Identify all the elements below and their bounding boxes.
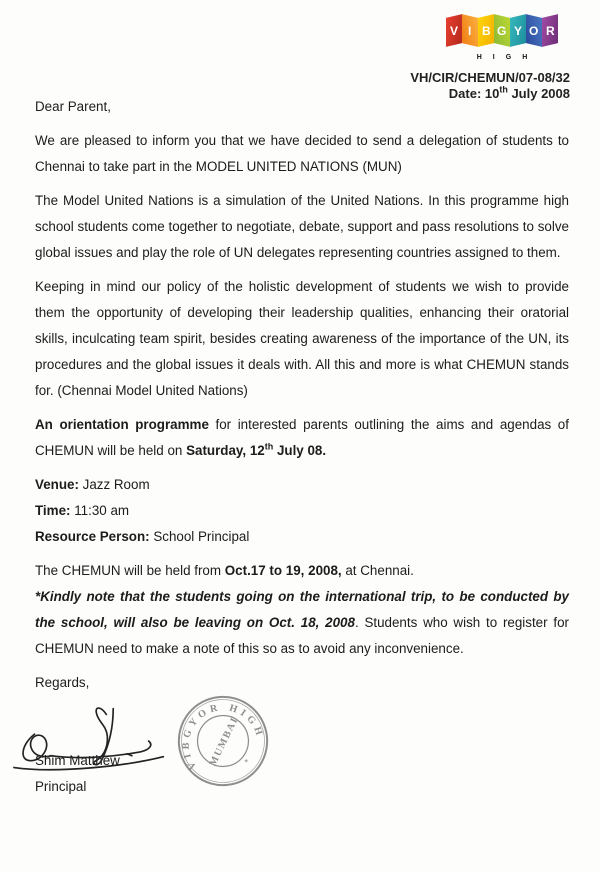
paragraph-orientation: An orientation programme for interested parents outlining the aims and agendas of CHEMUN will be held on Saturday, 12th July 08. bbox=[35, 417, 569, 458]
logo-letter-y: Y bbox=[510, 14, 526, 47]
logo-letter-g: G bbox=[494, 14, 510, 47]
venue-value: Jazz Room bbox=[78, 477, 150, 492]
time-label: Time: bbox=[35, 503, 71, 518]
signatory-name: Shim Matthew bbox=[35, 753, 120, 768]
letter-header bbox=[410, 10, 570, 102]
school-stamp bbox=[170, 685, 276, 796]
signature bbox=[11, 704, 183, 776]
logo-letter-v: V bbox=[446, 14, 462, 47]
paragraph-note: *Kindly note that the students going on the international trip, to be conducted by the school, will also be leaving on Oct. 18, 2008. Students who wish to register for CHEMUN need to make a note of this so as to avoid any inconvenience. bbox=[35, 589, 569, 656]
logo-letter-b: B bbox=[478, 14, 494, 47]
stamp-star: * bbox=[244, 757, 249, 769]
closing: Regards, bbox=[35, 675, 90, 690]
stamp-center-text: MUMBAI bbox=[207, 715, 241, 769]
letter-body bbox=[35, 94, 569, 800]
resource-person-line bbox=[35, 524, 569, 550]
schedule-line: The CHEMUN will be held from Oct.17 to 19, 2008, at Chennai. bbox=[35, 563, 414, 578]
reference-number: VH/CIR/CHEMUN/07-08/32 bbox=[410, 70, 570, 85]
orientation-date-ordinal: th bbox=[264, 441, 274, 452]
signatory-title: Principal bbox=[35, 779, 87, 794]
vibgyor-logo bbox=[444, 10, 560, 61]
resource-person-value: School Principal bbox=[149, 529, 250, 544]
logo-subtitle: HIGH bbox=[476, 54, 539, 61]
venue-label: Venue: bbox=[35, 477, 79, 492]
paragraph-intro: We are pleased to inform you that we have decided to send a delegation of students to Chennai to take part in the MODEL UNITED NATIONS (MUN) bbox=[35, 133, 569, 174]
stamp-ring-text: VIBGYOR HIGH bbox=[180, 702, 266, 772]
logo-letter-r: R bbox=[542, 14, 558, 47]
time-value: 11:30 am bbox=[70, 503, 130, 518]
resource-person-label: Resource Person: bbox=[35, 529, 150, 544]
vibgyor-ribbon-icon bbox=[444, 10, 560, 50]
logo-letter-o: O bbox=[526, 14, 542, 47]
time-line bbox=[35, 498, 569, 524]
salutation: Dear Parent, bbox=[35, 99, 111, 114]
venue-line bbox=[35, 472, 569, 498]
logo-letter-i: I bbox=[462, 14, 478, 47]
date-ordinal: th bbox=[499, 84, 508, 95]
paragraph-chemun-purpose: Keeping in mind our policy of the holistic development of students we wish to provide them the opportunity of developing their leadership qualities, enhancing their oratorial skills, inculcating team spirit, besides creating awareness of the importance of the UN, its procedures and the global issues it deals with. All this and more is what CHEMUN stands for. (Chennai Model United Nations) bbox=[35, 279, 569, 398]
paragraph-mun-description: The Model United Nations is a simulation of the United Nations. In this programme high school students come together to negotiate, debate, support and pass resolutions to solve global issues and play the role of UN delegates representing countries assigned to them. bbox=[35, 193, 569, 260]
letter-date: Date: 10th July 2008 bbox=[448, 84, 570, 101]
